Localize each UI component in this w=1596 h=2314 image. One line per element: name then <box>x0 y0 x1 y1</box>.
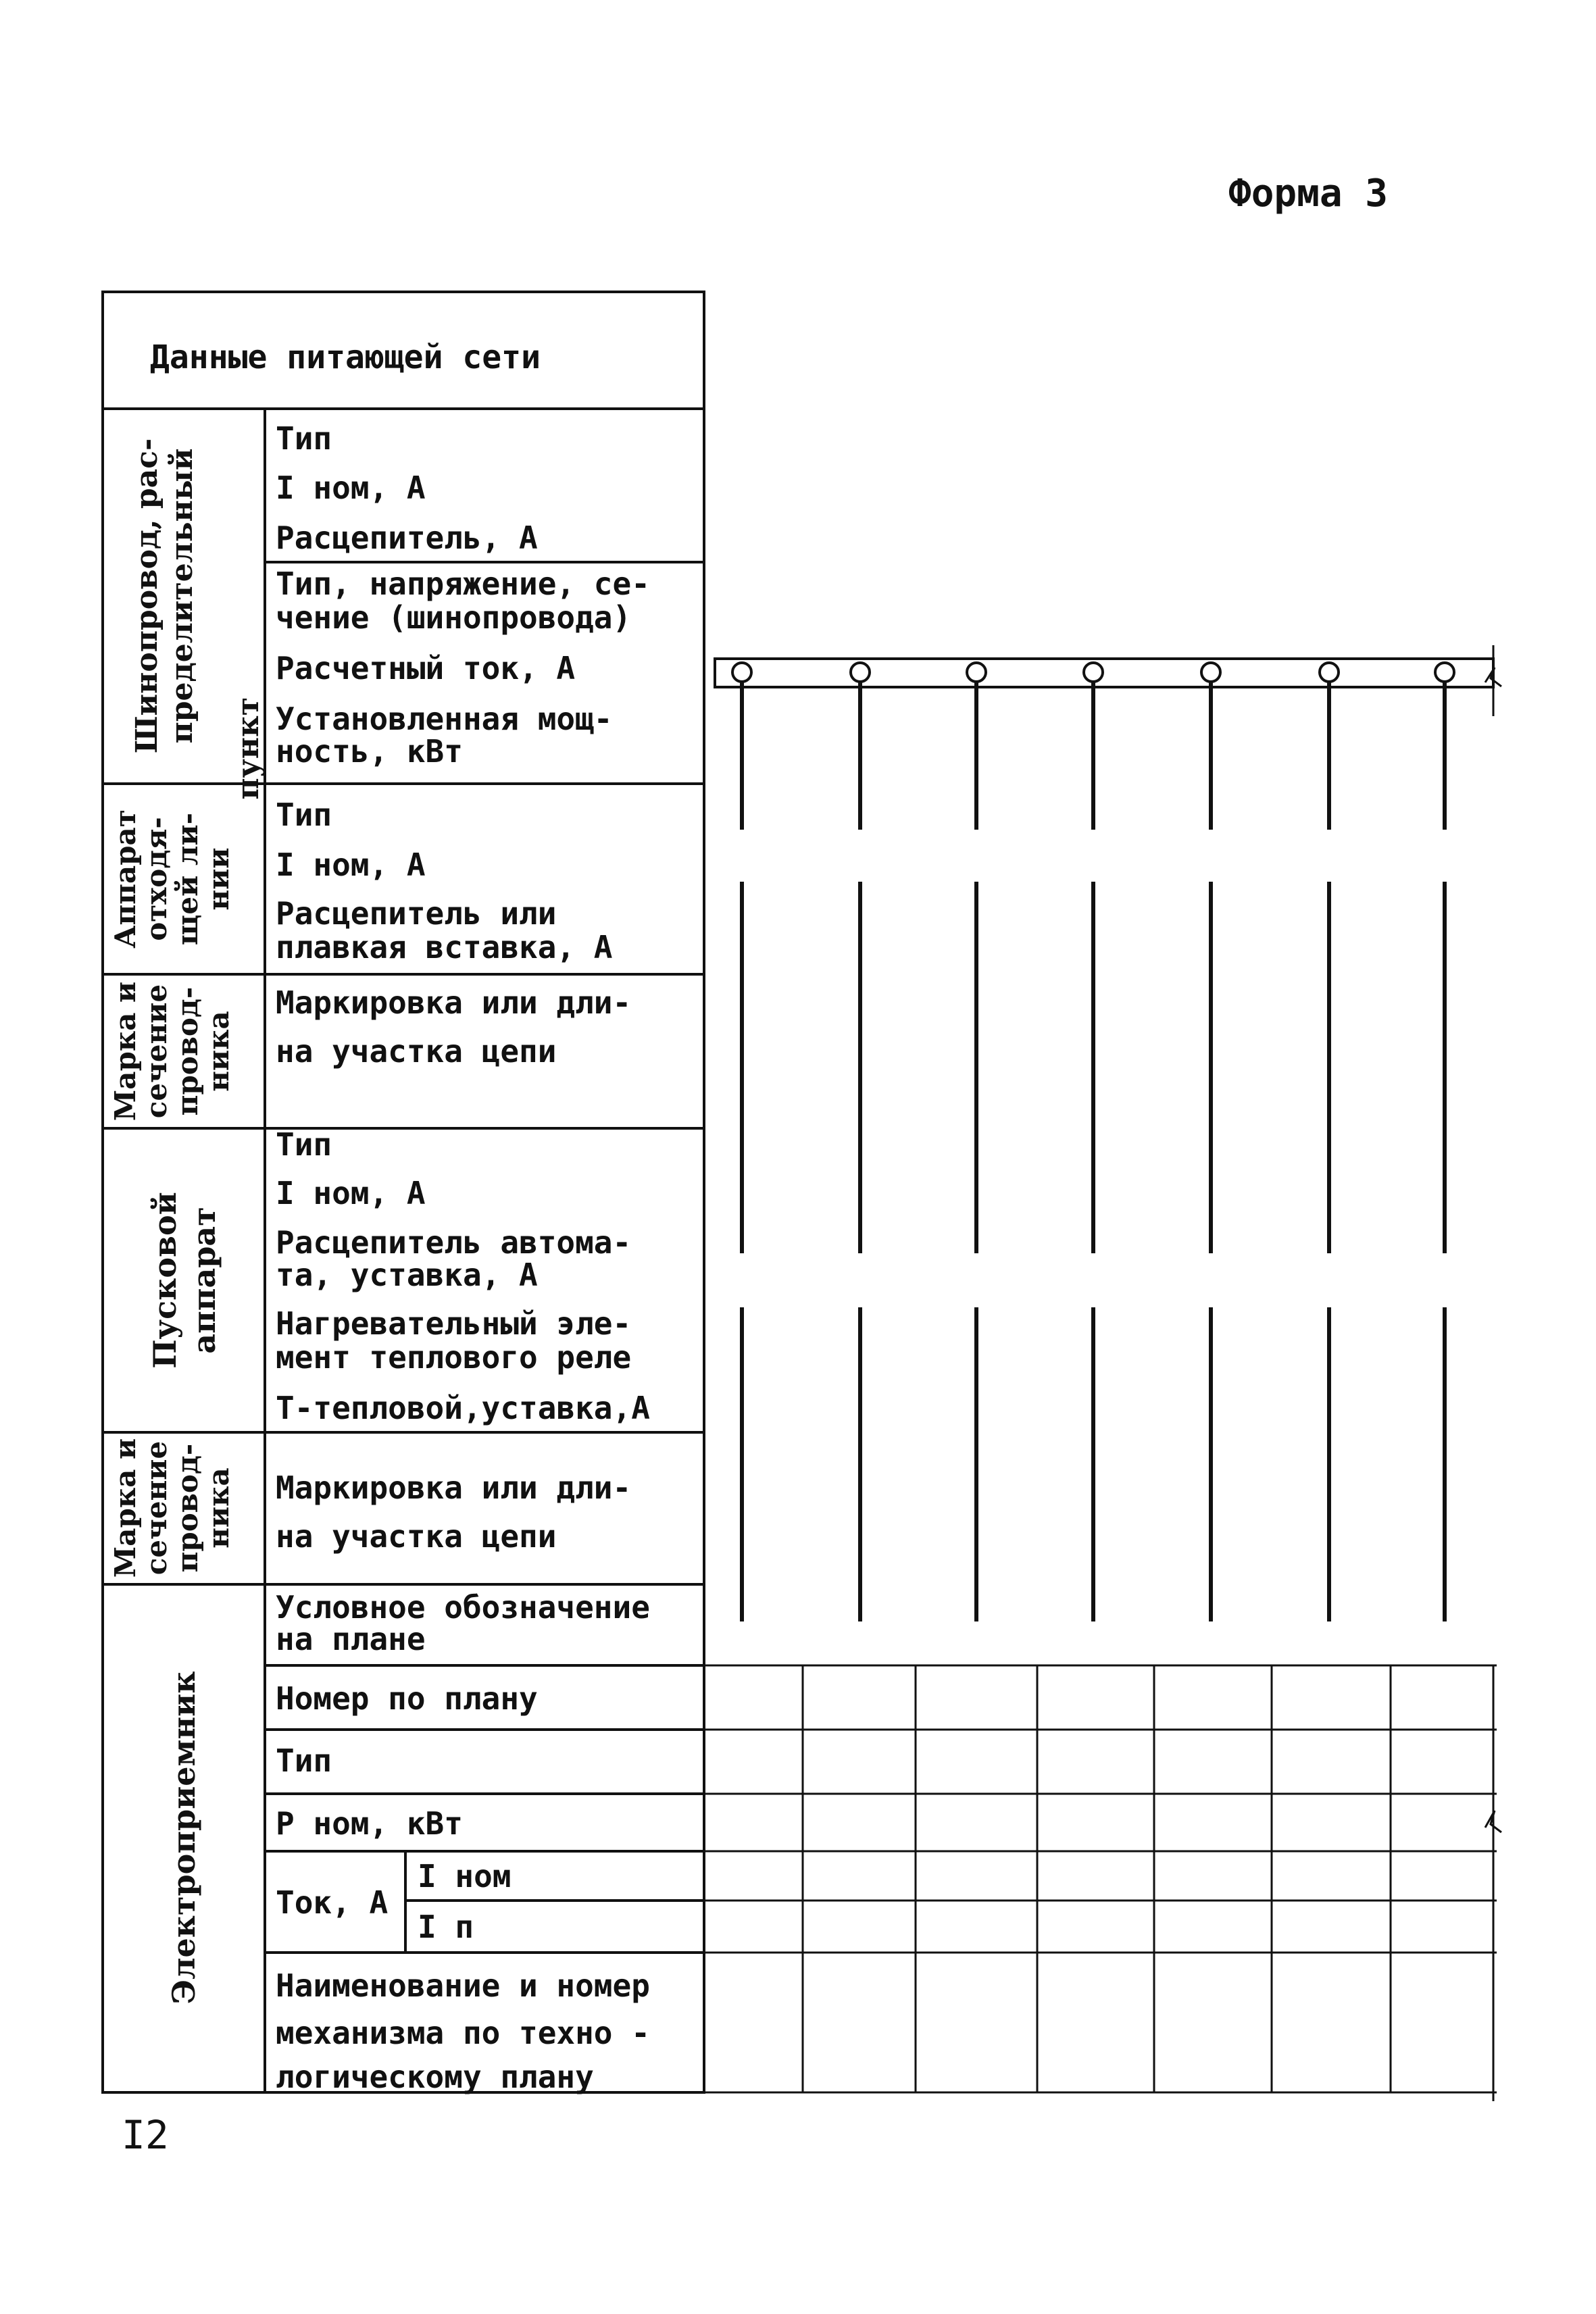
busbar-inom: I ном, А <box>276 470 426 506</box>
label-busbar-line-2: пределительный <box>165 448 199 744</box>
receiver-current: Ток, А <box>276 1884 389 1921</box>
receiver-istart: I п <box>418 1909 474 1945</box>
label-outgoing-line-3: щей ли- <box>171 812 204 946</box>
starter-release-l1: Расцепитель автома- <box>276 1224 632 1261</box>
label-conductor-1-line-1: Марка и <box>109 981 142 1122</box>
label-conductor-2-line-3: провод- <box>171 1443 204 1573</box>
label-outgoing-device <box>109 809 235 949</box>
receiver-inom: I ном <box>418 1858 512 1894</box>
label-conductor-2 <box>109 1438 235 1578</box>
label-conductor-2-line-1: Марка и <box>109 1438 142 1578</box>
receiver-symbol-l2: на плане <box>276 1621 426 1657</box>
table-header: Данные питающей сети <box>150 338 541 376</box>
conductor-2-marking-l1: Маркировка или дли- <box>276 1469 632 1506</box>
starter-release-l2: та, уставка, А <box>276 1257 538 1293</box>
form-label: Форма 3 <box>1228 172 1389 216</box>
starter-heater-l1: Нагревательный эле- <box>276 1305 632 1342</box>
receiver-symbol-l1: Условное обозначение <box>276 1589 650 1626</box>
outgoing-inom: I ном, А <box>276 847 426 883</box>
label-receiver-line-1: Электроприемник <box>166 1671 202 2005</box>
busbar-type: Тип <box>276 420 332 457</box>
label-conductor-1 <box>109 982 235 1121</box>
busbar-diagram <box>715 645 1501 1621</box>
label-outgoing-line-2: отходя- <box>140 817 173 941</box>
busbar-release: Расцепитель, А <box>276 520 538 556</box>
outgoing-release-l2: плавкая вставка, А <box>276 929 613 965</box>
busbar-type-voltage-l1: Тип, напряжение, се- <box>276 565 650 602</box>
busbar-calc-current: Расчетный ток, А <box>276 650 576 686</box>
starter-inom: I ном, А <box>276 1175 426 1211</box>
starter-thermal: Т-тепловой,уставка,А <box>276 1390 650 1426</box>
starter-type: Тип <box>276 1126 332 1163</box>
conductor-1-marking-l2: на участка цепи <box>276 1033 557 1070</box>
busbar-type-voltage-l2: чение (шинопровода) <box>276 599 632 636</box>
conductor-2-marking-l2: на участка цепи <box>276 1518 557 1555</box>
receiver-name-l3: логическому плану <box>276 2059 594 2095</box>
label-conductor-1-line-3: провод- <box>171 986 204 1116</box>
label-busbar <box>130 438 266 800</box>
label-starter-line-2: аппарат <box>186 1207 222 1354</box>
busbar-power-l2: ность, кВт <box>276 733 463 770</box>
receiver-type: Тип <box>276 1742 332 1779</box>
label-conductor-2-line-2: сечение <box>140 1440 173 1576</box>
receiver-pnom: Р ном, кВт <box>276 1805 463 1842</box>
label-busbar-line-3: пункт <box>231 697 266 800</box>
busbar-power-l1: Установленная мощ- <box>276 701 613 737</box>
label-outgoing-line-4: нии <box>202 847 235 911</box>
label-conductor-1-line-2: сечение <box>140 984 173 1119</box>
conductor-1-marking-l1: Маркировка или дли- <box>276 984 632 1021</box>
receiver-name-l2: механизма по техно - <box>276 2015 650 2051</box>
starter-heater-l2: мент теплового реле <box>276 1339 632 1376</box>
label-receiver <box>166 1671 202 2004</box>
data-grid <box>704 1665 1497 2101</box>
receiver-plan-number: Номер по плану <box>276 1680 538 1717</box>
outgoing-type: Тип <box>276 797 332 833</box>
label-conductor-1-line-4: ника <box>202 1011 235 1092</box>
outgoing-release-l1: Расцепитель или <box>276 895 557 932</box>
receiver-name-l1: Наименование и номер <box>276 1967 650 2004</box>
label-starter <box>147 1192 222 1369</box>
page-number: I2 <box>122 2112 169 2158</box>
label-starter-line-1: Пусковой <box>147 1192 183 1369</box>
label-conductor-2-line-4: ника <box>202 1467 235 1549</box>
label-busbar-line-1: Шинопровод, рас- <box>130 438 164 754</box>
label-outgoing-line-1: Аппарат <box>109 809 142 949</box>
